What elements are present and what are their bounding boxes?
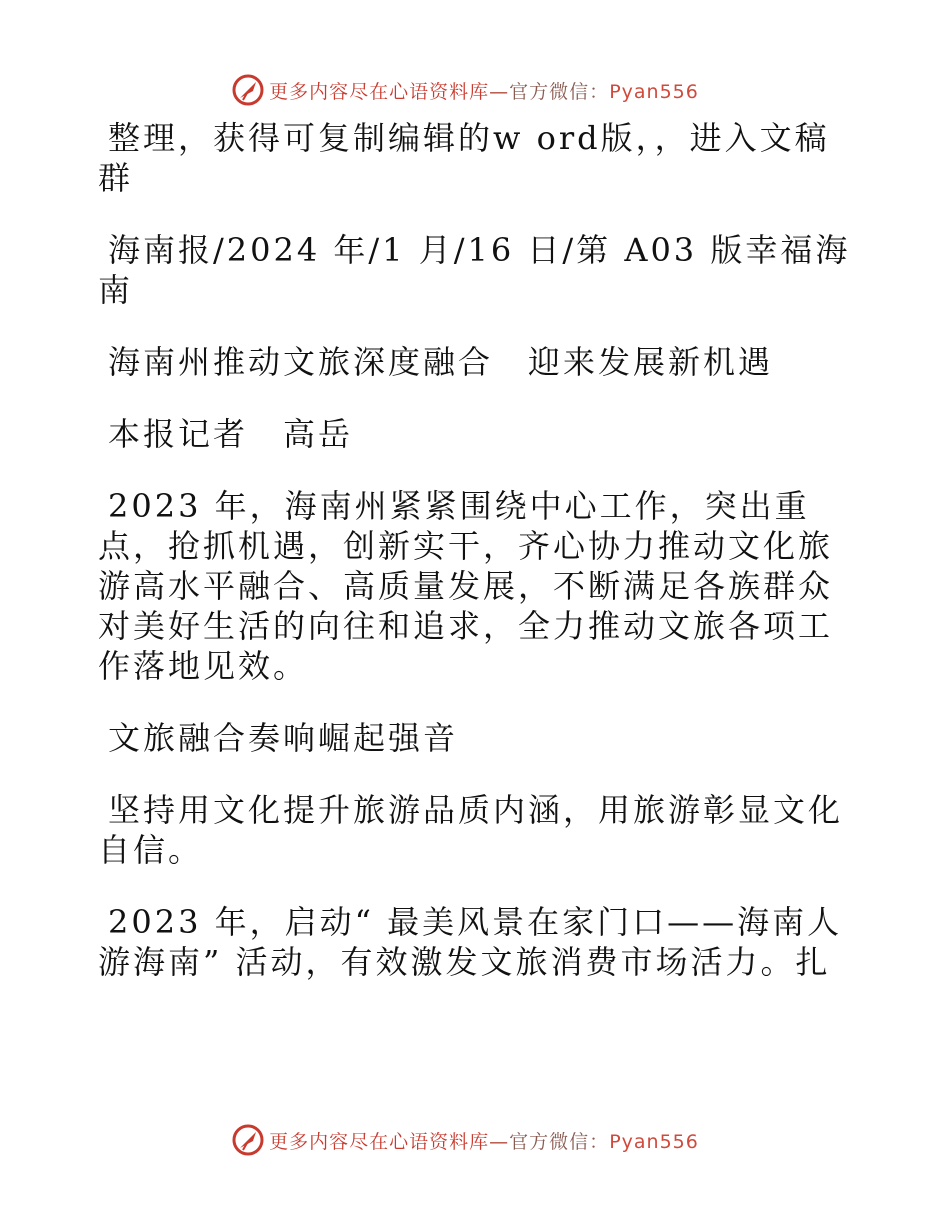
banner-official: 官方微信：	[509, 80, 610, 103]
banner-text	[269, 1127, 699, 1154]
paragraph: 海南报/2024 年/1 月/16 日/第 A03 版幸福海南	[98, 231, 851, 309]
paragraph: 海南州推动文旅深度融合 迎来发展新机遇	[108, 343, 774, 381]
paragraph: 2023 年，启动“ 最美风景在家门口——海南人游海南” 活动，有效激发文旅消费市场活力。扎	[98, 903, 843, 981]
banner-text	[269, 77, 699, 104]
quill-logo-icon	[231, 73, 265, 107]
banner-wechat-id: Pyan556	[609, 1130, 699, 1153]
document-body	[98, 118, 858, 1014]
paragraph: 坚持用文化提升旅游品质内涵，用旅游彰显文化自信。	[98, 791, 844, 869]
banner-dash: —	[489, 1130, 510, 1153]
footer-banner	[0, 1120, 950, 1160]
paragraph: 整理，获得可复制编辑的w ord版，，进入文稿群	[98, 119, 830, 197]
quill-logo-icon	[231, 1123, 265, 1157]
paragraph: 2023 年，海南州紧紧围绕中心工作，突出重点，抢抓机遇，创新实干，齐心协力推动文化旅游高水平融合、高质量发展，不断满足各族群众对美好生活的向往和追求，全力推动文旅各项工作落地见效。	[98, 487, 834, 685]
banner-wechat-id: Pyan556	[609, 80, 699, 103]
banner-official: 官方微信：	[509, 1130, 610, 1153]
banner-slogan: 更多内容尽在心语资料库	[269, 80, 490, 103]
paragraph: 文旅融合奏响崛起强音	[108, 719, 459, 757]
banner-dash: —	[489, 80, 510, 103]
paragraph: 本报记者 高岳	[108, 415, 354, 453]
banner-slogan: 更多内容尽在心语资料库	[269, 1130, 490, 1153]
header-banner	[0, 70, 950, 110]
